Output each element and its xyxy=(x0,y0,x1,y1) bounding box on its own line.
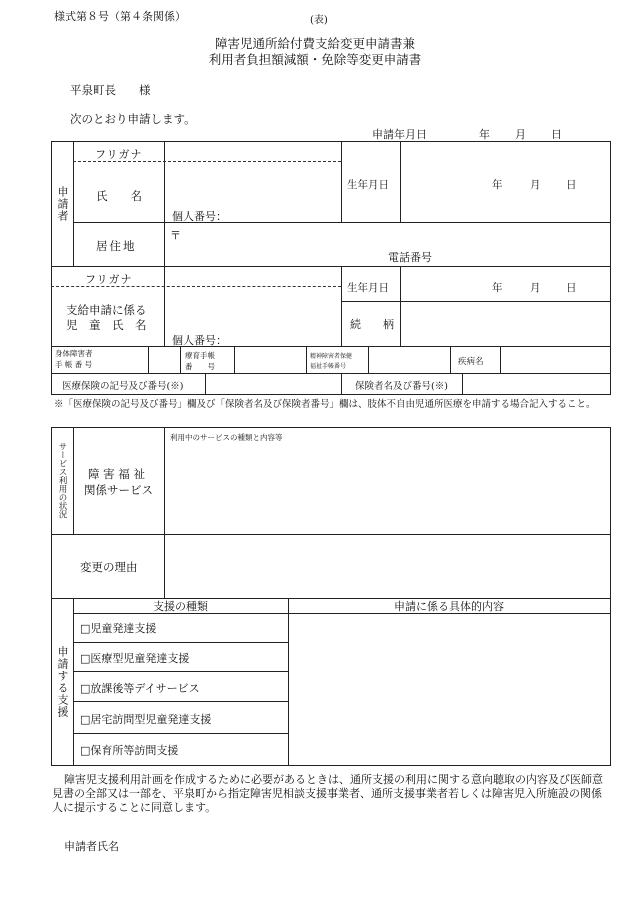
applicant-individual-number-label: 個人番号： xyxy=(172,210,227,223)
change-reason-label: 変更の理由 xyxy=(80,560,138,574)
disease-name-label: 疾病名 xyxy=(458,357,484,367)
service-status-section-label: サービス利用の状況 xyxy=(57,442,67,519)
support-item-child-development[interactable]: □児童発達支援 xyxy=(80,622,157,635)
support-content-header: 申請に係る具体的内容 xyxy=(394,599,504,613)
applicant-section-label: 申請者 xyxy=(56,185,69,222)
service-detail-label: 利用中のサービスの種類と内容等 xyxy=(170,433,283,442)
applicant-name-label: 氏 名 xyxy=(96,189,142,203)
child-furigana-label: フリガナ xyxy=(85,273,133,286)
rehab-handbook-label-line2: 番 号 xyxy=(185,362,215,371)
insurance-symbol-label: 医療保険の記号及び番号(※) xyxy=(62,381,184,392)
applicant-birth-month: 月 xyxy=(530,179,541,191)
insurance-note: ※「医療保険の記号及び番号」欄及び「保険者名及び保険者番号」欄は、肢体不自由児通所医療を申請する場合記入すること。 xyxy=(54,399,596,410)
addressee: 平泉町長 様 xyxy=(70,83,151,97)
welfare-service-label-line2: 関係サービス xyxy=(84,483,153,497)
support-item-nursery-visit-support[interactable]: □保育所等訪問支援 xyxy=(80,744,179,757)
child-birth-month: 月 xyxy=(530,282,541,294)
consent-text: 障害児支援利用計画を作成するために必要があるときは、通所支援の利用に関する意向聴取の内容及び医師意見書の全部又は一部を、平泉町から指定障害児相談支援事業者、通所支援事業者若しくは障害児入所施設の関係人に提示することに同意します。 xyxy=(52,773,603,814)
applicant-birth-year: 年 xyxy=(492,179,503,191)
day-label: 日 xyxy=(551,128,562,141)
form-title-line1: 障害児通所給付費支給変更申請書兼 xyxy=(214,36,415,51)
physical-handbook-label-line2: 手 帳 番 号 xyxy=(55,360,93,369)
page-side-label: (表) xyxy=(310,15,328,26)
mental-handbook-label-line1: 精神障害者保健 xyxy=(310,353,353,360)
child-individual-number-label: 個人番号： xyxy=(172,334,227,347)
postal-mark: 〒 xyxy=(170,229,181,242)
application-date xyxy=(372,126,562,142)
support-type-header: 支援の種類 xyxy=(153,599,208,613)
insurer-name-label: 保険者名及び番号(※) xyxy=(355,381,448,392)
mental-handbook-label-line2: 福祉手帳番号 xyxy=(310,363,347,370)
form-number: 様式第８号（第４条関係） xyxy=(54,10,186,23)
support-item-home-visit-child-development[interactable]: □居宅訪問型児童発達支援 xyxy=(80,713,212,726)
phone-label: 電話番号 xyxy=(388,251,432,264)
application-date-label: 申請年月日 xyxy=(372,128,427,141)
child-birth-day: 日 xyxy=(566,282,577,294)
support-item-after-school-day-service[interactable]: □放課後等デイサービス xyxy=(80,682,200,695)
child-birth-year: 年 xyxy=(492,282,503,294)
applicant-birth-date-label: 生年月日 xyxy=(347,179,389,191)
child-name-label-line2: 児 童 氏 名 xyxy=(66,318,147,332)
intro-text: 次のとおり申請します。 xyxy=(70,112,196,126)
support-section-label: 申請する支援 xyxy=(56,645,69,718)
applicant-signature-label: 申請者氏名 xyxy=(64,840,119,853)
applicant-birth-day: 日 xyxy=(566,179,577,191)
support-item-medical-child-development[interactable]: □医療型児童発達支援 xyxy=(80,652,190,665)
applicant-address-label: 居住地 xyxy=(96,239,137,253)
physical-handbook-label-line1: 身体障害者 xyxy=(55,349,93,358)
rehab-handbook-label-line1: 療育手帳 xyxy=(185,351,215,360)
welfare-service-label-line1: 障 害 福 祉 xyxy=(88,467,145,481)
year-label: 年 xyxy=(479,128,490,141)
child-birth-date-label: 生年月日 xyxy=(347,282,389,294)
month-label: 月 xyxy=(515,128,526,141)
child-name-label-line1: 支給申請に係る xyxy=(66,303,147,317)
applicant-furigana-label: フリガナ xyxy=(95,148,143,161)
form-title-line2: 利用者負担額減額・免除等変更申請書 xyxy=(208,52,422,67)
relationship-label: 続 柄 xyxy=(350,318,394,331)
